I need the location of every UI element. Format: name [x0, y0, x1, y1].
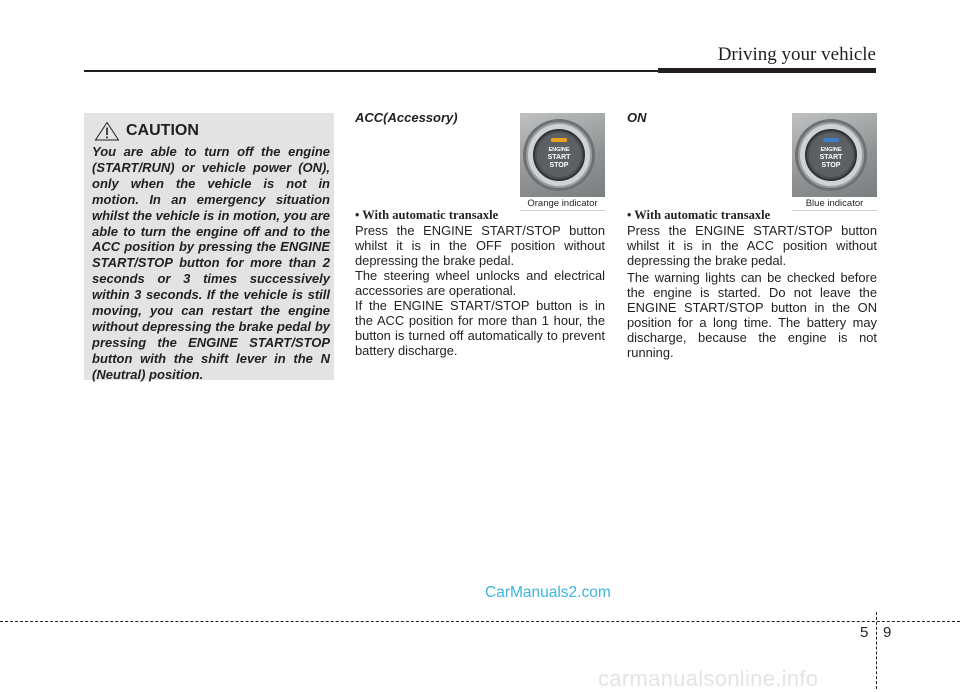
body-text: [627, 223, 877, 360]
paragraph: Press the ENGINE START/STOP button whilst it is in the ACC position without depressing the brake pedal.: [627, 223, 877, 268]
body-text: [355, 223, 605, 358]
page-number: 9: [883, 624, 892, 641]
footer-rule: [0, 621, 960, 622]
paragraph: If the ENGINE START/STOP button is in the ACC position for more than 1 hour, the button is turned off automatically to prevent battery discharge.: [355, 298, 605, 358]
paragraph: The steering wheel unlocks and electrical accessories are operational.: [355, 268, 605, 298]
subheading: • With automatic transaxle: [627, 208, 771, 222]
subheading: • With automatic transaxle: [355, 208, 499, 222]
caution-body: You are able to turn off the engine (START/RUN) or vehicle power (ON), only when the vehicle is not in motion. In an emergency situation whilst the vehicle is in motion, you are able to turn the engine off and to the ACC position by pressing the ENGINE START/STOP button for more than 2 seconds or 3 times successively within 3 seconds. If the vehicle is still moving, you can restart the engine without depressing the brake pedal by pressing the ENGINE START/STOP button with the shift lever in the N (Neutral) position.: [92, 144, 330, 382]
footer-divider: [876, 612, 877, 689]
button-label-line2: START: [547, 154, 571, 161]
caution-title: CAUTION: [126, 122, 199, 139]
button-label-line1: ENGINE: [548, 147, 570, 153]
button-label-line3: STOP: [549, 162, 569, 169]
section-title-acc: ACC(Accessory): [355, 110, 458, 125]
start-stop-button-icon: [520, 113, 605, 197]
caution-box: [84, 113, 334, 380]
section-title-on: ON: [627, 110, 647, 125]
header-title: Driving your vehicle: [717, 44, 876, 65]
indicator-light: [551, 138, 567, 142]
button-label-line3: STOP: [821, 162, 841, 169]
start-stop-button-photo: [792, 113, 877, 197]
page-chapter: 5: [860, 624, 869, 641]
paragraph: Press the ENGINE START/STOP button whilst it is in the OFF position without depressing the brake pedal.: [355, 223, 605, 268]
start-stop-button-photo: [520, 113, 605, 197]
figure-acc: [520, 113, 605, 210]
button-label-line2: START: [819, 154, 843, 161]
watermark-site: carmanualsonline.info: [598, 666, 819, 691]
figure-on: [792, 113, 877, 210]
start-stop-button-icon: [792, 113, 877, 197]
header-rule-accent: [658, 68, 876, 73]
button-label-line1: ENGINE: [820, 147, 842, 153]
warning-triangle-icon: [94, 121, 120, 141]
figure-caption: Orange indicator: [520, 197, 605, 211]
paragraph: The warning lights can be checked before the engine is started. Do not leave the ENGINE START/STOP button in the ON position for a long time. The battery may discharge, because the engine is not running.: [627, 270, 877, 360]
indicator-light: [823, 138, 839, 142]
figure-caption: Blue indicator: [792, 197, 877, 211]
watermark-link[interactable]: CarManuals2.com: [485, 584, 611, 601]
